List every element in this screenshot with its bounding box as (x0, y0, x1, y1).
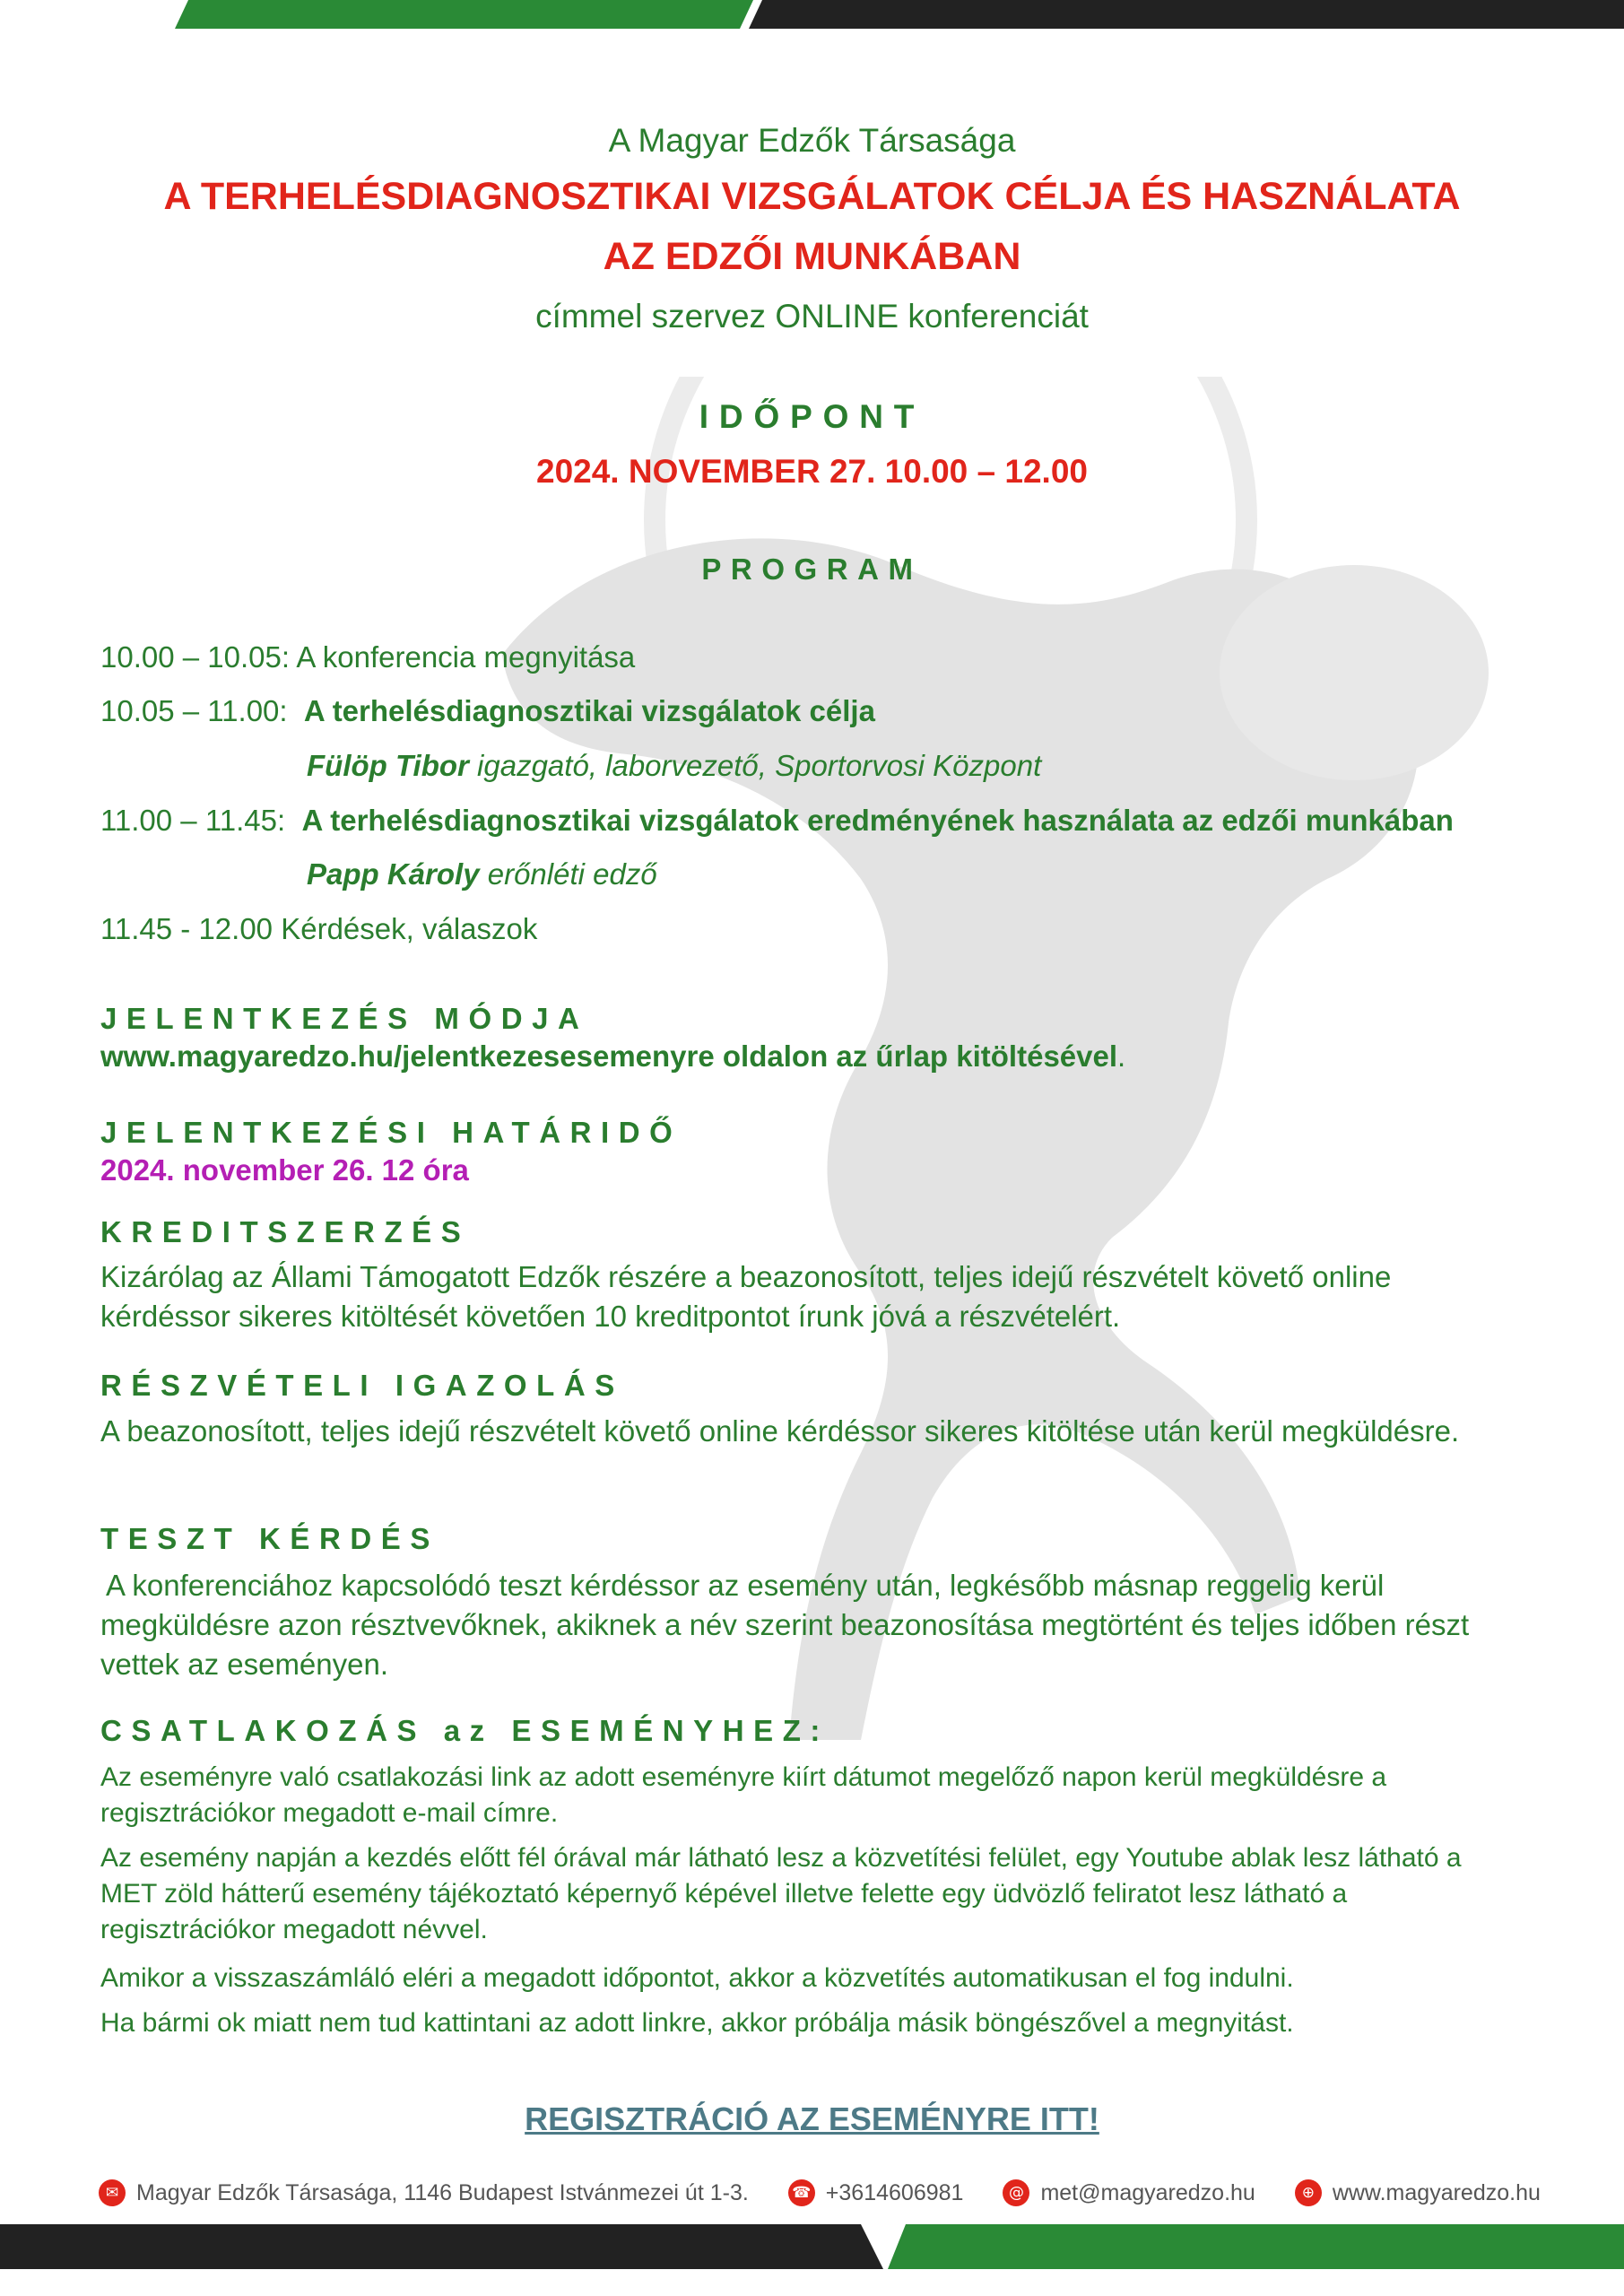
speaker-role: erőnléti edző (487, 857, 657, 891)
at-sign-icon: @ (1003, 2179, 1029, 2206)
globe-icon: ⊕ (1295, 2179, 1322, 2206)
footer-email-text[interactable]: met@magyaredzo.hu (1040, 2179, 1255, 2205)
test-label: TESZT KÉRDÉS (100, 1522, 439, 1555)
registration-url-text[interactable]: www.magyaredzo.hu/jelentkezesesemenyre oldalon az űrlap kitöltésével (100, 1039, 1118, 1073)
joining-paragraph: Az esemény napján a kezdés előtt fél órával már látható lesz a közvetítési felület, egy Youtube ablak lesz látható a MET zöld hátterű esemény tájékoztató képernyő képével illetve felette egy üdvözlő feliratot lesz látható a regisztrációkor megadott névvel. (100, 1843, 1462, 1944)
program-item-text: A terhelésdiagnosztikai vizsgálatok célja (303, 694, 875, 727)
footer-contacts (99, 2175, 1541, 2211)
program-item (100, 804, 1454, 838)
program-item-text: A konferencia megnyitása (296, 640, 636, 674)
register-event-link[interactable]: REGISZTRÁCIÓ AZ ESEMÉNYRE ITT! (525, 2100, 1099, 2137)
conference-title-line2: AZ EDZŐI MUNKÁBAN (603, 235, 1021, 278)
phone-icon: ☎ (788, 2179, 815, 2206)
joining-paragraph: Ha bármi ok miatt nem tud kattintani az adott linkre, akkor próbálja másik böngészővel a megnyitást. (100, 2008, 1294, 2038)
conference-subtitle: címmel szervez ONLINE konferenciát (535, 298, 1089, 335)
speaker-role: igazgató, laborvezető, Sportorvosi Központ (477, 749, 1042, 782)
conference-title-line1: A TERHELÉSDIAGNOSZTIKAI VIZSGÁLATOK CÉLJA ÉS HASZNÁLATA (163, 175, 1461, 218)
program-item (100, 640, 635, 674)
envelope-icon: ✉ (99, 2179, 126, 2206)
registration-label: JELENTKEZÉS MÓDJA (100, 1002, 589, 1035)
program-item (100, 694, 875, 728)
joining-label: CSATLAKOZÁS az ESEMÉNYHEZ: (100, 1714, 829, 1747)
program-item-time: 11.45 - 12.00 (100, 912, 274, 945)
deadline-value: 2024. november 26. 12 óra (100, 1153, 469, 1187)
joining-paragraph: Amikor a visszaszámláló eléri a megadott időpontot, akkor a közvetítés automatikusan el fog indulni. (100, 1963, 1294, 1993)
deadline-label: JELENTKEZÉSI HATÁRIDŐ (100, 1116, 682, 1149)
credit-label: KREDITSZERZÉS (100, 1215, 471, 1248)
bottom-color-band (0, 2224, 1624, 2269)
footer-address (99, 2179, 749, 2206)
footer-phone (788, 2179, 964, 2206)
credit-text: Kizárólag az Állami Támogatott Edzők részére a beazonosított, teljes idejű részvételt követő online kérdéssor sikeres kitöltését követően 10 kreditpontot írunk jóvá a részvételért. (100, 1260, 1392, 1333)
program-item (100, 912, 537, 946)
program-item-time: 10.05 – 11.00: (100, 694, 288, 727)
event-date: 2024. NOVEMBER 27. 10.00 – 12.00 (536, 453, 1088, 490)
time-label: IDŐPONT (699, 398, 925, 435)
test-text: A konferenciához kapcsolódó teszt kérdéssor az esemény után, legkésőbb másnap reggelig kerül megküldésre azon résztvevőknek, akiknek a név szerint beazonosítása megtörtént és teljes időben részt vettek az eseményen. (100, 1569, 1470, 1681)
program-speaker (307, 749, 1041, 783)
joining-paragraph: Az eseményre való csatlakozási link az adott eseményre kiírt dátumot megelőző napon kerül megküldésre a regisztrációkor megadott e-mail címre. (100, 1762, 1387, 1828)
top-color-band (0, 0, 1624, 29)
program-item-time: 11.00 – 11.45: (100, 804, 286, 837)
registration-url[interactable] (100, 1039, 1125, 1074)
organization-name: A Magyar Edzők Társasága (608, 122, 1016, 159)
footer-phone-text: +3614606981 (825, 2179, 964, 2205)
footer-address-text: Magyar Edzők Társasága, 1146 Budapest Istvánmezei út 1-3. (136, 2179, 749, 2205)
certificate-label: RÉSZVÉTELI IGAZOLÁS (100, 1369, 624, 1402)
footer-website[interactable] (1295, 2179, 1541, 2206)
certificate-text: A beazonosított, teljes idejű részvételt követő online kérdéssor sikeres kitöltése után kerül megküldésre. (100, 1414, 1460, 1448)
registration-url-suffix: . (1117, 1039, 1126, 1073)
speaker-name: Papp Károly (307, 857, 480, 891)
footer-website-text[interactable]: www.magyaredzo.hu (1332, 2179, 1541, 2205)
speaker-name: Fülöp Tibor (307, 749, 469, 782)
program-item-time: 10.00 – 10.05: (100, 640, 291, 674)
program-item-text: A terhelésdiagnosztikai vizsgálatok eredményének használata az edzői munkában (301, 804, 1454, 837)
footer-email[interactable] (1003, 2179, 1255, 2206)
program-item-text: Kérdések, válaszok (281, 912, 538, 945)
program-speaker (307, 857, 657, 891)
program-label: PROGRAM (701, 552, 923, 586)
